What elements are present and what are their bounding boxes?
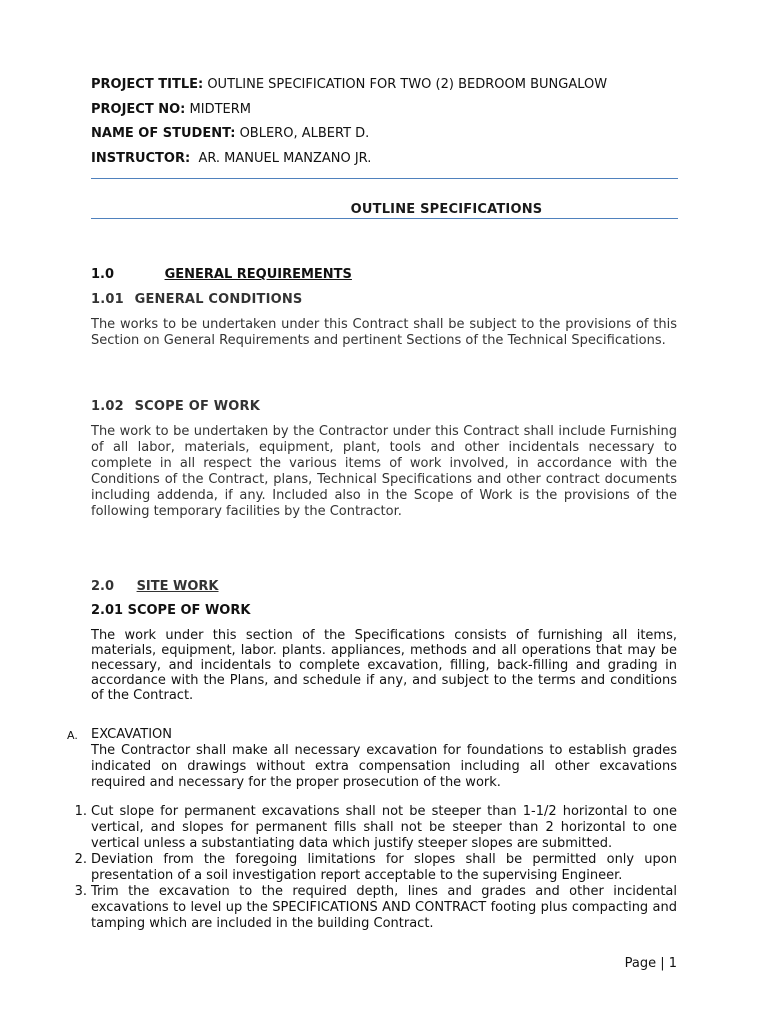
instructor-value: AR. MANUEL MANZANO JR. [198,151,372,166]
list-item-number: 3. [74,884,87,899]
student-value: OBLERO, ALBERT D. [239,126,370,141]
project-title-label: PROJECT TITLE: [91,77,204,92]
project-no-label: PROJECT NO: [91,102,186,117]
list-item-text: Deviation from the foregoing limitations for slopes shall be permitted only upon presentation of a soil investigation report acceptable to the supervising Engineer. [91,852,677,883]
project-title-line [91,77,607,93]
section-1-01-number: 1.01 [91,292,124,307]
section-2-01-heading: 2.01 SCOPE OF WORK [91,603,251,618]
project-title-value: OUTLINE SPECIFICATION FOR TWO (2) BEDROOM BUNGALOW [207,77,608,92]
section-1-02-text: The work to be undertaken by the Contractor under this Contract shall include Furnishing of all labor, materials, equipment, plant, tools and other incidentals necessary to complete in all respect the various items of work involved, in accordance with the Conditions of the Contract, plans, Technical Specifications and other contract documents including addenda, if any. Included also in the Scope of Work is the provisions of the following temporary facilities by the Contractor. [91,424,677,519]
section-1-01-text: The works to be undertaken under this Contract shall be subject to the provisions of this Section on General Requirements and pertinent Sections of the Technical Specifications. [91,317,677,348]
item-a-text: The Contractor shall make all necessary excavation for foundations to establish grades indicated on drawings without extra compensation including all other excavations required and necessary for the proper prosecution of the work. [91,743,677,790]
section-2-heading [91,579,219,594]
section-2-01-text: The work under this section of the Specifications consists of furnishing all items, materials, equipment, labor. plants. appliances, methods and all operations that may be necessary, and incidentals to complete excavation, filling, back-filling and grading in accordance with the Plans, and schedule if any, and subject to the terms and conditions of the Contract. [91,628,677,703]
instructor-line [91,151,371,167]
section-1-title: GENERAL REQUIREMENTS [164,267,352,282]
section-1-02-number: 1.02 [91,399,124,414]
list-item-number: 1. [74,804,87,819]
section-1-02-title: SCOPE OF WORK [134,399,261,414]
section-1-number: 1.0 [91,267,115,282]
section-2-number: 2.0 [91,579,115,594]
student-line [91,126,369,142]
project-no-line [91,102,251,118]
list-item [74,884,677,932]
section-2-title: SITE WORK [136,579,219,594]
page-number: Page | 1 [624,956,677,971]
excavation-numbered-list [74,804,677,932]
section-1-02-heading [91,399,260,414]
item-a-title: EXCAVATION [91,727,172,742]
project-no-value: MIDTERM [189,102,251,117]
document-title: OUTLINE SPECIFICATIONS [350,202,543,217]
student-label: NAME OF STUDENT: [91,126,236,141]
list-item-text: Cut slope for permanent excavations shall not be steeper than 1-1/2 horizontal to one vertical, and slopes for permanent fills shall not be steeper than 2 horizontal to one vertical unless a substantiating data which justify steeper slopes are submitted. [91,804,677,851]
section-1-01-title: GENERAL CONDITIONS [134,292,303,307]
instructor-label: INSTRUCTOR: [91,151,191,166]
section-1-heading [91,267,352,282]
list-item-number: 2. [74,852,87,867]
item-a-letter: A. [67,729,78,742]
header-rule-top [91,178,678,179]
header-rule-bottom [91,218,678,219]
list-item [74,804,677,852]
section-1-01-heading [91,292,303,307]
list-item-text: Trim the excavation to the required depth, lines and grades and other incidental excavations to level up the SPECIFICATIONS AND CONTRACT footing plus compacting and tamping which are included in the building Contract. [91,884,677,931]
list-item [74,852,677,884]
